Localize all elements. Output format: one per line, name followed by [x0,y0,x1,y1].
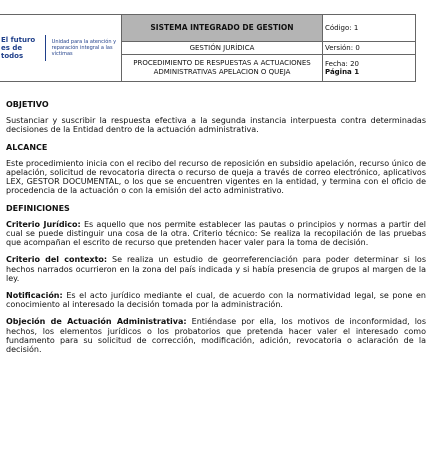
definition-term: Notificación: [6,291,63,301]
definition-criterio-contexto [6,255,426,283]
system-title: SISTEMA INTEGRADO DE GESTION [122,15,323,42]
alcance-text: Este procedimiento inicia con el recibo del recurso de reposición en subsidio apelación, recurso único de apelación, solicitud de revocatoria directa o recurso de queja a través de correo electrónico, aplicativos LEX, GESTOR DOCUMENTAL, o los que se encuentren vigentes en la entidad, y termina con el oficio de procedencia de la actuación o con la emisión del acto administrativo. [6,158,426,196]
version-label: Versión: 0 [325,43,360,52]
definiciones-heading: DEFINICIONES [6,203,70,213]
logo-cell [0,15,122,82]
fecha-label: Fecha: 20 [325,59,360,68]
alcance-heading: ALCANCE [6,142,48,152]
version-cell [323,42,416,54]
definition-criterio-juridico [6,220,426,248]
definition-term: Objeción de Actuación Administrativa: [6,317,187,327]
unit-logo: Unidad para la atención y reparación integral a las víctimas [51,39,117,57]
definition-term: Criterio del contexto: [6,255,108,265]
codigo-label: Código: 1 [325,24,359,33]
definition-text: Entiéndase por ella, los motivos de inconformidad, los hechos, los elementos jurídicos o los probatorios que pretenda hacer valer el interesado como fundamento para su solicitud de corrección, modificación, adición, revocatoria o aclaración de la decisión. [6,317,426,355]
codigo-cell [323,15,416,42]
fecha-pagina-cell [323,54,416,81]
objetivo-text: Sustanciar y suscribir la respuesta efectiva a la segunda instancia interpuesta contra determinadas decisiones de la Entidad dentro de la actuación administrativa. [6,116,426,135]
definition-text: Es aquello que nos permite establecer las pautas o principios y normas a partir del cual se puede distinguir una cosa de la otra. Criterio técnico: Se realiza la recopilación de las pruebas que acompañan el escrito de recurso que pretenden hacer valer para la toma de decisión. [6,219,426,248]
document-body [6,100,426,362]
pagina-label: Página 1 [325,67,360,76]
area-title: GESTIÓN JURÍDICA [122,42,323,54]
definition-term: Criterio Jurídico: [6,219,81,229]
objetivo-heading: OBJETIVO [6,100,49,109]
procedure-title: PROCEDIMIENTO DE RESPUESTAS A ACTUACIONES ADMINISTRATIVAS APELACION O QUEJA [122,54,323,81]
definition-text: Es el acto jurídico mediante el cual, de acuerdo con la normatividad legal, se pone en conocimiento al interesado la decisión tomada por la administración. [6,291,426,310]
government-logo: El futuro es de todos [1,36,36,60]
definition-text: Se realiza un estudio de georreferenciación para poder determinar si los hechos narrados ocurrieron en la zona del país indicada y si había presencia de grupos al margen de la ley. [6,255,426,283]
definition-notificacion [6,291,426,309]
document-header [0,14,416,82]
definition-objecion [6,317,426,354]
